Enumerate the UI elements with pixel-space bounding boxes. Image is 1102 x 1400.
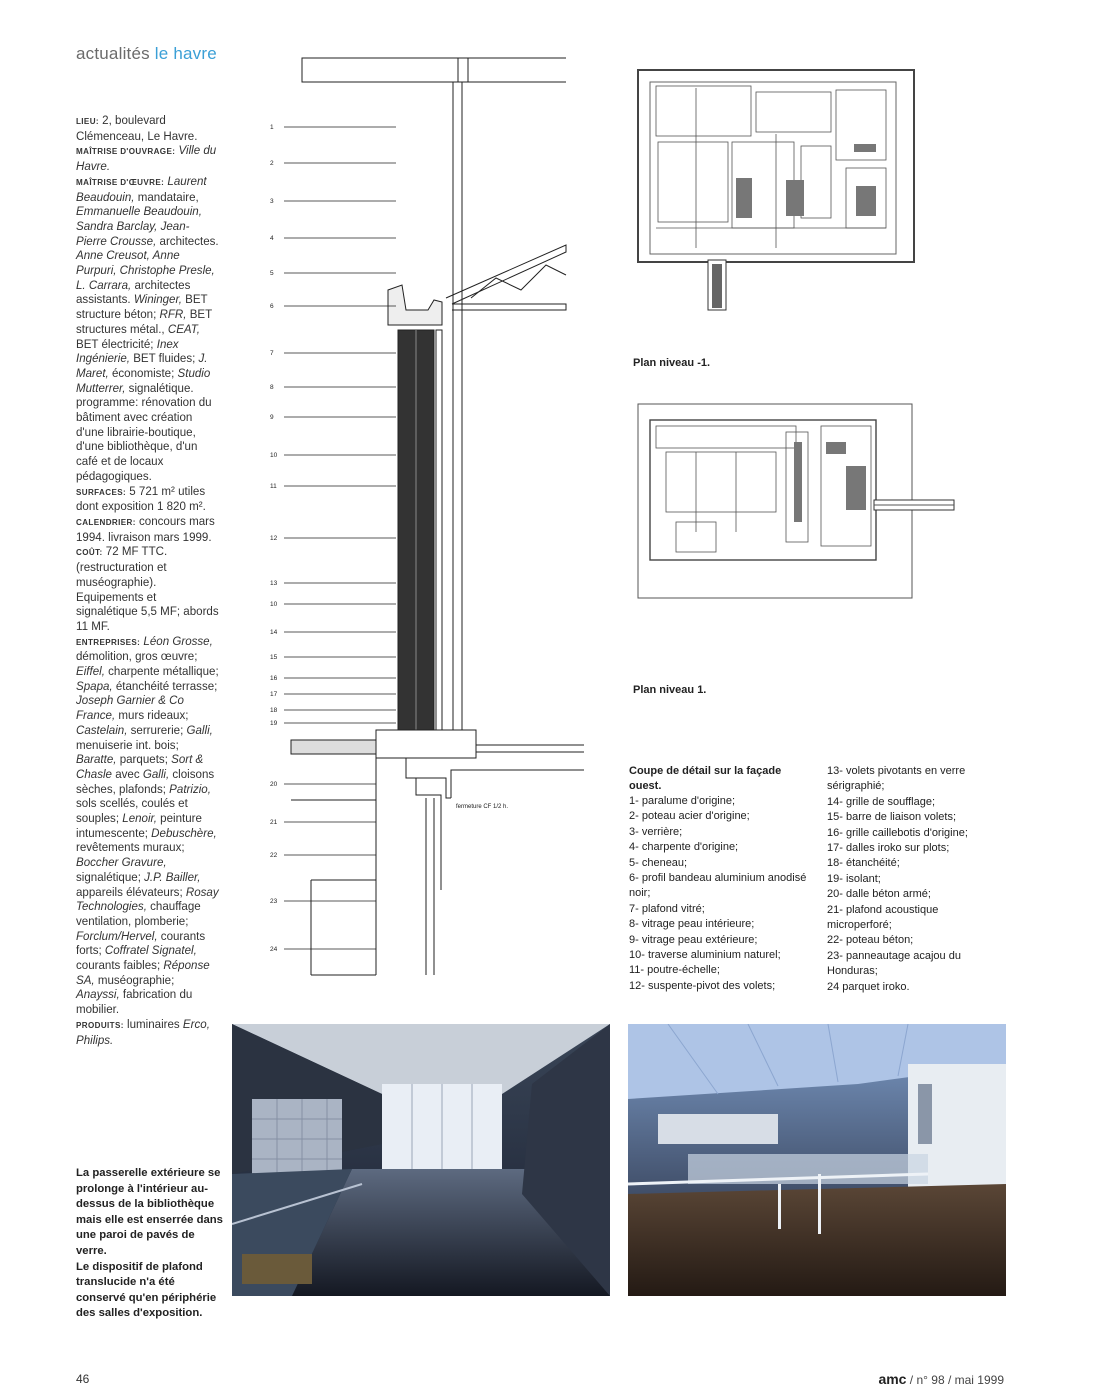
magazine-brand: amc [878, 1371, 907, 1387]
credit-text: Wininger, [133, 292, 182, 307]
credit-text: Patrizio, [169, 781, 211, 796]
plan-level-minus-1-caption: Plan niveau -1. [633, 357, 711, 369]
credit-text: chauffage ventilation, plomberie; [76, 899, 201, 928]
callout-number: 21 [270, 819, 278, 826]
callout-number: 10 [270, 601, 278, 608]
legend-item: 2- poteau acier d'origine; [629, 810, 750, 823]
credit-text: Debuschère, [151, 825, 217, 840]
callout-number: 11 [270, 483, 277, 490]
credit-entry [76, 634, 219, 1017]
callout-number: 7 [270, 350, 274, 357]
credit-label: LIEU: [76, 116, 99, 126]
callout-number: 2 [270, 160, 274, 167]
legend-item: 6- profil bandeau aluminium anodisé noir; [629, 872, 807, 900]
credit-text: CEAT, [167, 321, 200, 336]
credit-text: Léon Grosse, [140, 633, 213, 648]
credit-label: SURFACES: [76, 486, 127, 497]
credit-text: Galli, [186, 722, 213, 737]
credit-entry [76, 514, 219, 544]
legend-item: 3- verrière; [629, 825, 683, 838]
legend-item: 4- charpente d'origine; [629, 841, 739, 854]
credit-text: Sort & Chasle [76, 752, 204, 781]
plan-level-minus-1 [636, 68, 918, 318]
photo-caption-paragraph-2: Le dispositif de plafond translucide n'a été conservé qu'en périphérie des salles d'exposition. [76, 1260, 217, 1320]
credit-entry [76, 113, 219, 143]
credit-text: BET structure béton; [76, 292, 208, 322]
credit-text: Eiffel, [76, 664, 105, 679]
legend-item: 20- dalle béton armé; [827, 888, 931, 901]
section-legend-title: Coupe de détail sur la façade ouest. [629, 765, 782, 792]
legend-item: 24 parquet iroko. [827, 980, 910, 993]
credit-text: Spapa, [76, 678, 113, 693]
credit-entry [76, 143, 219, 173]
callout-number: 20 [270, 781, 278, 788]
credit-text: courants faibles; [76, 958, 164, 973]
credit-text: Anne Creusot, Anne Purpuri, Christophe Presle, L. Carrara, [76, 248, 215, 292]
callout-number: 22 [270, 852, 278, 859]
credit-text: Baratte, [76, 752, 117, 767]
callout-number: 17 [270, 691, 278, 698]
callout-number: 10 [270, 452, 278, 459]
credit-text: serrurerie; [127, 722, 187, 737]
credit-text: Anayssi, [76, 987, 120, 1002]
legend-item: 5- cheneau; [629, 856, 688, 869]
legend-item: 17- dalles iroko sur plots; [827, 842, 950, 855]
credit-text: appareils élévateurs; [76, 884, 186, 899]
callout-number: 9 [270, 414, 274, 421]
credit-text: sols scellés, coulés et souples; [76, 796, 188, 826]
credit-entry [76, 174, 219, 484]
credit-text: Erco, Philips. [76, 1016, 210, 1047]
legend-item: 8- vitrage peau intérieure; [629, 918, 755, 931]
credit-text: Lenoir, [122, 811, 157, 826]
credit-text: RFR, [159, 307, 187, 322]
credit-text: J.P. Bailler, [144, 869, 201, 884]
drawing-annotation: fermeture CF 1/2 h. [456, 804, 509, 810]
callout-number: 6 [270, 303, 274, 310]
legend-item: 23- panneautage acajou du Honduras; [827, 949, 961, 978]
credit-text: Rosay Technologies, [76, 884, 219, 914]
credit-label: PRODUITS: [76, 1019, 124, 1030]
legend-item: 21- plafond acoustique microperforé; [827, 903, 939, 932]
callout-number: 13 [270, 580, 278, 587]
photo-caption [76, 1166, 226, 1322]
credit-entry [76, 484, 219, 514]
project-credits [76, 113, 219, 1047]
callout-number: 16 [270, 675, 278, 682]
credit-text: étanchéité terrasse; [112, 678, 218, 693]
callout-number: 15 [270, 654, 278, 661]
credit-text: menuiserie int. bois; [76, 737, 179, 752]
legend-item: 13- volets pivotants en verre sérigraphié; [827, 765, 966, 793]
credit-text: signalétique; [76, 869, 145, 884]
callout-number: 3 [270, 198, 274, 205]
credit-text: Réponse SA, [76, 958, 210, 987]
credit-text: luminaires [123, 1016, 183, 1031]
page-number: 46 [76, 1372, 90, 1386]
credit-text: Boccher Gravure, [76, 855, 167, 870]
credit-text: Emmanuelle Beaudouin, Sandra Barclay, Jean-Pierre Crousse, [76, 204, 202, 248]
section-legend-column-1 [629, 794, 809, 994]
credit-label: CALENDRIER: [76, 516, 136, 527]
credit-text: Coffratel Signatel, [104, 943, 197, 958]
library-interior-photo [232, 1024, 610, 1296]
callout-number: 8 [270, 384, 274, 391]
credit-text: J. Maret, [76, 351, 208, 380]
legend-item: 10- traverse aluminium naturel; [629, 949, 781, 962]
callout-number: 14 [270, 629, 278, 636]
issue-info: / n° 98 / mai 1999 [906, 1373, 1004, 1387]
legend-item: 1- paralume d'origine; [629, 795, 736, 807]
credit-text: 5 721 m² utiles dont exposition 1 820 m². [76, 483, 206, 514]
plan-level-1-caption: Plan niveau 1. [633, 684, 707, 696]
section-label: actualités [76, 44, 150, 63]
credit-label: COÛT: [76, 547, 103, 558]
credit-text: Galli, [142, 766, 170, 781]
credit-text: mandataire, [134, 189, 199, 204]
legend-item: 22- poteau béton; [827, 934, 914, 947]
facade-section-drawing [266, 40, 606, 990]
credit-text: cloisons sèches, plafonds; [76, 766, 215, 796]
credit-text: 72 MF TTC. (restructuration et muséographie). Equipements et signalétique 5,5 MF; abords 11 MF. [76, 544, 219, 633]
legend-item: 18- étanchéité; [827, 857, 900, 870]
credit-text: BET électricité; [76, 336, 157, 351]
legend-item: 14- grille de soufflage; [827, 795, 936, 808]
callout-number: 4 [270, 235, 274, 242]
legend-item: 19- isolant; [827, 872, 881, 885]
callout-number: 5 [270, 270, 274, 277]
credit-text: signalétique. programme: rénovation du bâtiment avec création d'une librairie-boutique, d'une bibliothèque, d'un café et de locaux pédagogiques. [76, 380, 212, 483]
legend-item: 16- grille caillebotis d'origine; [827, 826, 968, 839]
credit-text: parquets; [116, 752, 172, 767]
credit-text: Castelain, [76, 722, 128, 737]
section-legend-column-2 [827, 764, 987, 995]
credit-text: Studio Mutterrer, [76, 365, 211, 395]
credit-text: concours mars 1994. livraison mars 1999. [76, 513, 215, 544]
credit-text: Laurent Beaudouin, [76, 173, 207, 204]
credit-text: économiste; [108, 365, 178, 380]
legend-item: 11- poutre-échelle; [629, 964, 720, 977]
credit-text: Forclum/Hervel, [76, 928, 158, 943]
credit-text: murs rideaux; [115, 708, 189, 723]
credit-text: muséographie; [94, 972, 175, 987]
legend-item: 12- suspente-pivot des volets; [629, 979, 776, 992]
credit-text: BET structures métal., [76, 307, 213, 336]
credit-label: MAÎTRISE D'OUVRAGE: [76, 146, 176, 157]
credit-text: revêtements muraux; [76, 840, 185, 855]
credit-text: 2, boulevard Clémenceau, Le Havre. [76, 113, 198, 143]
callout-number: 18 [270, 707, 278, 714]
credit-label: ENTREPRISES: [76, 636, 141, 647]
credit-label: MAÎTRISE D'ŒUVRE: [76, 176, 165, 187]
exhibition-hall-photo [628, 1024, 1006, 1296]
legend-item: 15- barre de liaison volets; [827, 811, 957, 824]
credit-text: courants forts; [76, 928, 206, 958]
legend-item: 7- plafond vitré; [629, 902, 705, 915]
credit-text: fabrication du mobilier. [76, 987, 193, 1017]
credit-text: Joseph Garnier & Co France, [76, 693, 184, 723]
city-label: le havre [154, 44, 217, 63]
credit-text: Inex Ingénierie, [76, 336, 179, 366]
photo-caption-paragraph-1: La passerelle extérieure se prolonge à l'intérieur au-dessus de la bibliothèque mais elle est enserrée dans une paroi de pavés de verre. [76, 1167, 223, 1257]
credit-text: démolition, gros œuvre; [76, 649, 198, 664]
callout-number: 12 [270, 535, 278, 542]
credit-text: avec [111, 766, 143, 781]
credit-text: BET fluides; [129, 351, 199, 366]
credit-entry [76, 1017, 219, 1047]
plan-level-1 [636, 402, 956, 604]
credit-text: peinture intumescente; [76, 811, 202, 840]
credit-text: Ville du Havre. [76, 143, 217, 174]
credit-text: charpente métallique; [104, 664, 219, 679]
legend-item: 9- vitrage peau extérieure; [629, 933, 758, 946]
section-header [76, 44, 217, 64]
callout-number: 1 [270, 124, 274, 131]
credit-text: architectes. [156, 233, 219, 248]
callout-number: 24 [270, 946, 278, 953]
callout-number: 23 [270, 898, 278, 905]
magazine-footer [878, 1371, 1004, 1387]
callout-number: 19 [270, 720, 278, 727]
credit-entry [76, 544, 219, 633]
credit-text: architectes assistants. [76, 277, 191, 307]
